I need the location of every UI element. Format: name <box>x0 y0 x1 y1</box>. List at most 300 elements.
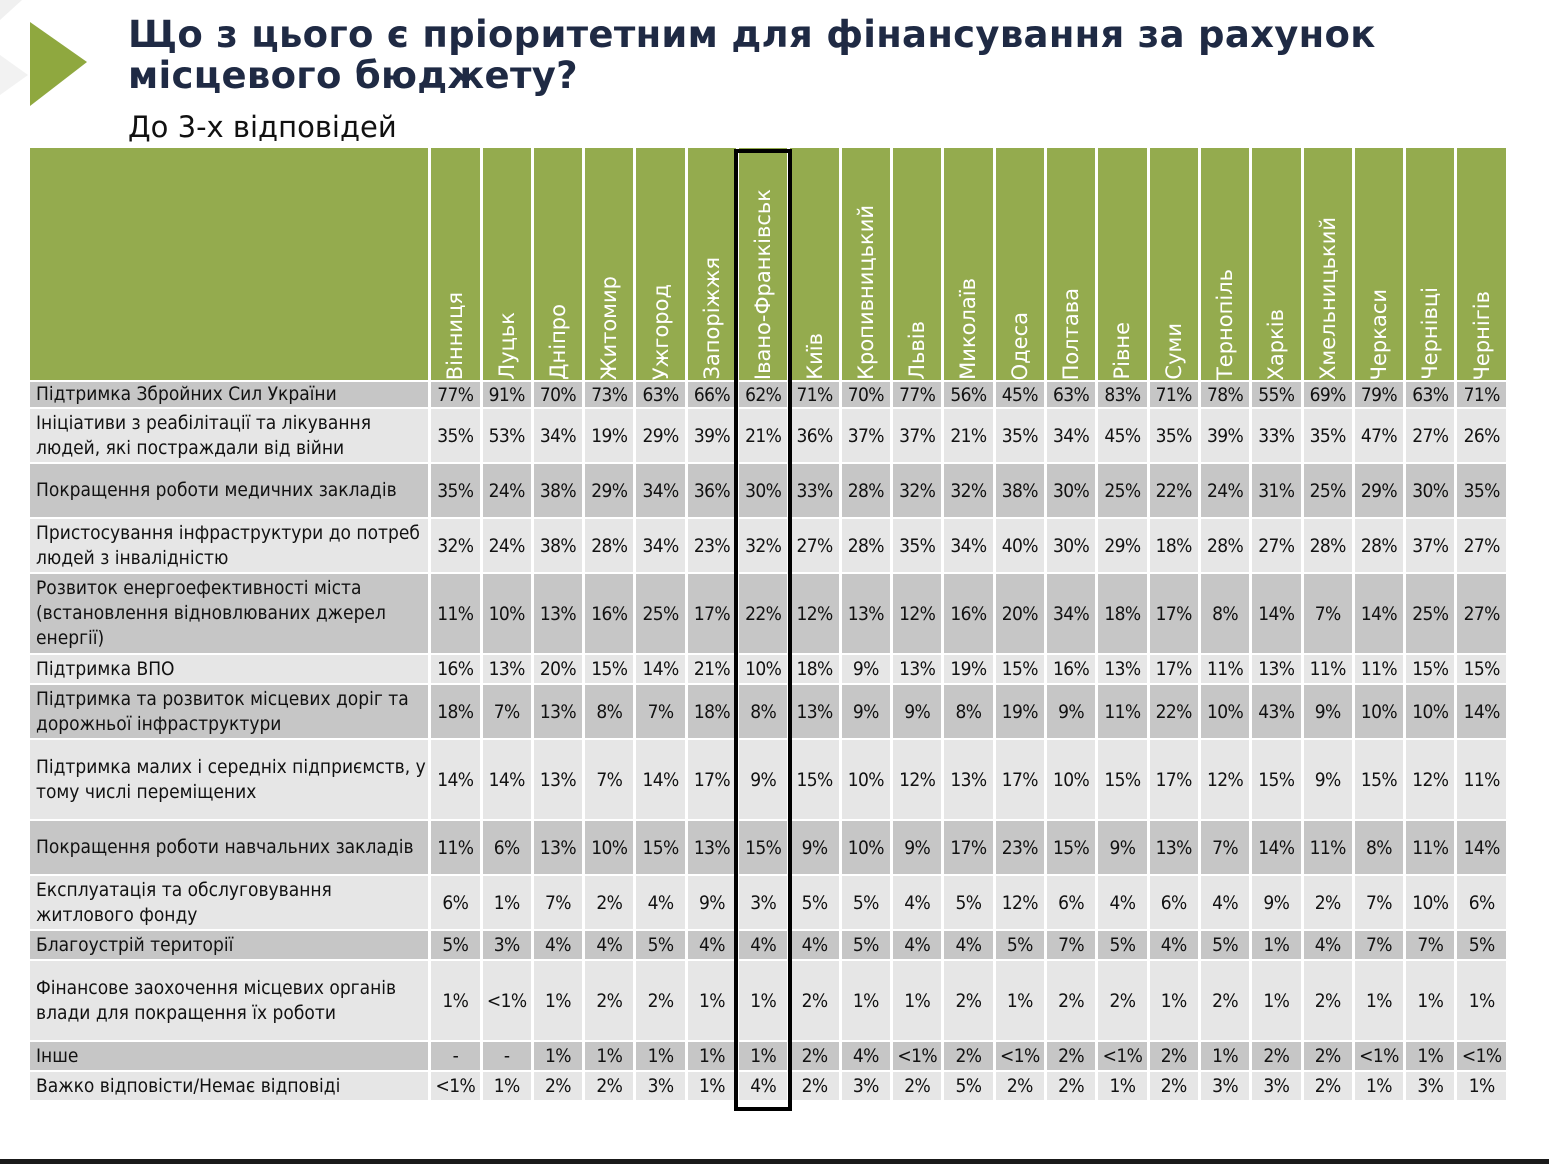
value-cell: 13% <box>688 821 736 874</box>
value-cell: 13% <box>1098 655 1146 683</box>
value-cell: 13% <box>944 740 992 819</box>
table-row <box>30 409 1506 462</box>
value-cell: 1% <box>688 1042 736 1070</box>
value-cell: 12% <box>893 740 941 819</box>
row-label: Розвиток енергоефективності міста (встановлення відновлюваних джерел енергії) <box>30 574 428 653</box>
value-cell: 7% <box>1355 931 1403 959</box>
value-cell: 9% <box>790 821 838 874</box>
value-cell: 12% <box>893 574 941 653</box>
value-cell: 27% <box>790 519 838 572</box>
value-cell: 11% <box>1457 740 1506 819</box>
value-cell: 73% <box>585 382 633 407</box>
value-cell: 20% <box>996 574 1044 653</box>
value-cell: 31% <box>1252 464 1300 517</box>
value-cell: 2% <box>585 961 633 1040</box>
value-cell: 77% <box>893 382 941 407</box>
value-cell: 13% <box>483 655 531 683</box>
value-cell: 1% <box>1252 961 1300 1040</box>
value-cell: 14% <box>431 740 479 819</box>
value-cell: 28% <box>842 519 890 572</box>
value-cell: 1% <box>1150 961 1198 1040</box>
value-cell: 10% <box>739 655 787 683</box>
value-cell: 13% <box>842 574 890 653</box>
value-cell: 8% <box>1201 574 1249 653</box>
column-header-label: Чернігів <box>1469 290 1494 380</box>
value-cell: 2% <box>1304 1042 1352 1070</box>
value-cell: 7% <box>1201 821 1249 874</box>
column-header <box>1355 148 1403 380</box>
value-cell: 10% <box>483 574 531 653</box>
value-cell: 12% <box>1201 740 1249 819</box>
value-cell: 6% <box>1047 876 1095 929</box>
value-cell: 55% <box>1252 382 1300 407</box>
table-header-corner <box>30 148 428 380</box>
value-cell: <1% <box>893 1042 941 1070</box>
value-cell: 15% <box>585 655 633 683</box>
value-cell: 4% <box>636 876 684 929</box>
value-cell: 1% <box>1457 961 1506 1040</box>
value-cell: 11% <box>1304 655 1352 683</box>
value-cell: 9% <box>893 821 941 874</box>
row-label: Благоустрій території <box>30 931 428 959</box>
play-arrow-logo-icon <box>0 0 95 115</box>
value-cell: <1% <box>483 961 531 1040</box>
value-cell: 4% <box>893 931 941 959</box>
value-cell: 1% <box>534 1042 582 1070</box>
column-header <box>1304 148 1352 380</box>
value-cell: 2% <box>1150 1042 1198 1070</box>
value-cell: 1% <box>996 961 1044 1040</box>
value-cell: 1% <box>431 961 479 1040</box>
table-row <box>30 740 1506 819</box>
row-label: Підтримка Збройних Сил України <box>30 382 428 407</box>
value-cell: 18% <box>790 655 838 683</box>
table-row <box>30 821 1506 874</box>
column-header <box>1201 148 1249 380</box>
table-row <box>30 1042 1506 1070</box>
value-cell: 9% <box>688 876 736 929</box>
value-cell: 35% <box>893 519 941 572</box>
value-cell: 4% <box>842 1042 890 1070</box>
value-cell: 14% <box>1355 574 1403 653</box>
value-cell: 21% <box>944 409 992 462</box>
value-cell: 17% <box>944 821 992 874</box>
value-cell: 4% <box>944 931 992 959</box>
column-header <box>585 148 633 380</box>
value-cell: 36% <box>790 409 838 462</box>
column-header-label: Вінниця <box>443 291 468 380</box>
value-cell: 10% <box>585 821 633 874</box>
value-cell: 14% <box>1252 821 1300 874</box>
row-label: Пристосування інфраструктури до потреб людей з інвалідністю <box>30 519 428 572</box>
value-cell: 56% <box>944 382 992 407</box>
value-cell: 39% <box>1201 409 1249 462</box>
column-header <box>996 148 1044 380</box>
value-cell: 22% <box>1150 685 1198 738</box>
value-cell: 77% <box>431 382 479 407</box>
value-cell: 33% <box>790 464 838 517</box>
value-cell: 7% <box>1304 574 1352 653</box>
table-header-row <box>30 148 1506 380</box>
value-cell: 32% <box>431 519 479 572</box>
value-cell: 10% <box>1406 685 1454 738</box>
value-cell: 12% <box>790 574 838 653</box>
value-cell: 28% <box>585 519 633 572</box>
column-header <box>1457 148 1506 380</box>
value-cell: 1% <box>688 961 736 1040</box>
table-row <box>30 655 1506 683</box>
value-cell: 30% <box>1047 464 1095 517</box>
value-cell: 25% <box>1304 464 1352 517</box>
value-cell: 8% <box>585 685 633 738</box>
column-header-label: Київ <box>802 333 827 380</box>
value-cell: 9% <box>1098 821 1146 874</box>
value-cell: 9% <box>1304 685 1352 738</box>
value-cell: 25% <box>1098 464 1146 517</box>
value-cell: 13% <box>534 821 582 874</box>
column-header-label: Хмельницький <box>1315 217 1340 380</box>
value-cell: 18% <box>688 685 736 738</box>
value-cell: 16% <box>431 655 479 683</box>
value-cell: 17% <box>1150 574 1198 653</box>
value-cell: 36% <box>688 464 736 517</box>
value-cell: 2% <box>944 961 992 1040</box>
value-cell: 11% <box>1304 821 1352 874</box>
value-cell: 24% <box>1201 464 1249 517</box>
value-cell: 70% <box>534 382 582 407</box>
column-header <box>1406 148 1454 380</box>
priority-table <box>27 146 1509 1102</box>
value-cell: 33% <box>1252 409 1300 462</box>
value-cell: 29% <box>585 464 633 517</box>
row-label: Експлуатація та обслуговування житлового фонду <box>30 876 428 929</box>
value-cell: 28% <box>1201 519 1249 572</box>
value-cell: 17% <box>996 740 1044 819</box>
value-cell: 2% <box>996 1072 1044 1100</box>
column-header-label: Тернопіль <box>1213 268 1238 380</box>
value-cell: 2% <box>585 1072 633 1100</box>
value-cell: 1% <box>1098 1072 1146 1100</box>
column-header-label: Рівне <box>1110 322 1135 380</box>
value-cell: 45% <box>996 382 1044 407</box>
row-label: Підтримка малих і середніх підприємств, у тому числі переміщених <box>30 740 428 819</box>
column-header-label: Полтава <box>1059 287 1084 380</box>
value-cell: 18% <box>431 685 479 738</box>
value-cell: 27% <box>1457 574 1506 653</box>
value-cell: 15% <box>739 821 787 874</box>
value-cell: 10% <box>1355 685 1403 738</box>
value-cell: 24% <box>483 464 531 517</box>
column-header-label: Харків <box>1264 308 1289 380</box>
value-cell: 2% <box>1047 961 1095 1040</box>
value-cell: 19% <box>996 685 1044 738</box>
value-cell: 28% <box>1304 519 1352 572</box>
row-label: Підтримка та розвиток місцевих доріг та дорожньої інфраструктури <box>30 685 428 738</box>
value-cell: 91% <box>483 382 531 407</box>
value-cell: 11% <box>431 574 479 653</box>
value-cell: 5% <box>1201 931 1249 959</box>
value-cell: 8% <box>739 685 787 738</box>
value-cell: 17% <box>688 740 736 819</box>
value-cell: 1% <box>1406 961 1454 1040</box>
value-cell: 37% <box>842 409 890 462</box>
column-header-label: Черкаси <box>1366 288 1391 380</box>
value-cell: 1% <box>1252 931 1300 959</box>
table-row <box>30 931 1506 959</box>
column-header-label: Запоріжжя <box>699 257 724 380</box>
value-cell: 4% <box>739 1072 787 1100</box>
value-cell: 2% <box>1150 1072 1198 1100</box>
value-cell: 6% <box>483 821 531 874</box>
value-cell: 27% <box>1406 409 1454 462</box>
row-label: Покращення роботи навчальних закладів <box>30 821 428 874</box>
value-cell: 1% <box>534 961 582 1040</box>
row-label: Покращення роботи медичних закладів <box>30 464 428 517</box>
value-cell: 15% <box>1457 655 1506 683</box>
value-cell: 4% <box>1098 876 1146 929</box>
value-cell: 12% <box>996 876 1044 929</box>
value-cell: 38% <box>996 464 1044 517</box>
value-cell: <1% <box>1457 1042 1506 1070</box>
column-header <box>739 148 787 380</box>
value-cell: 1% <box>1355 1072 1403 1100</box>
value-cell: 5% <box>431 931 479 959</box>
page-subtitle: До 3-х відповідей <box>128 110 397 144</box>
column-header <box>688 148 736 380</box>
value-cell: 2% <box>893 1072 941 1100</box>
value-cell: 1% <box>585 1042 633 1070</box>
value-cell: 15% <box>1098 740 1146 819</box>
value-cell: 23% <box>996 821 1044 874</box>
column-header <box>1047 148 1095 380</box>
value-cell: 10% <box>1406 876 1454 929</box>
value-cell: 78% <box>1201 382 1249 407</box>
value-cell: 14% <box>1457 685 1506 738</box>
value-cell: 9% <box>1047 685 1095 738</box>
value-cell: 1% <box>1406 1042 1454 1070</box>
value-cell: 18% <box>1150 519 1198 572</box>
value-cell: 9% <box>842 685 890 738</box>
value-cell: 26% <box>1457 409 1506 462</box>
value-cell: 34% <box>944 519 992 572</box>
value-cell: 11% <box>1355 655 1403 683</box>
value-cell: 1% <box>739 961 787 1040</box>
column-header <box>1252 148 1300 380</box>
value-cell: 20% <box>534 655 582 683</box>
value-cell: 35% <box>996 409 1044 462</box>
value-cell: 47% <box>1355 409 1403 462</box>
value-cell: 2% <box>1252 1042 1300 1070</box>
value-cell: 17% <box>1150 655 1198 683</box>
value-cell: 5% <box>1457 931 1506 959</box>
value-cell: 34% <box>636 519 684 572</box>
value-cell: 11% <box>1406 821 1454 874</box>
value-cell: 35% <box>1150 409 1198 462</box>
value-cell: <1% <box>996 1042 1044 1070</box>
value-cell: 5% <box>1098 931 1146 959</box>
column-header-label: Кропивницький <box>853 205 878 380</box>
value-cell: 5% <box>944 1072 992 1100</box>
column-header <box>893 148 941 380</box>
value-cell: 30% <box>1047 519 1095 572</box>
value-cell: 79% <box>1355 382 1403 407</box>
value-cell: 1% <box>636 1042 684 1070</box>
value-cell: 1% <box>842 961 890 1040</box>
value-cell: 8% <box>944 685 992 738</box>
value-cell: 3% <box>1252 1072 1300 1100</box>
value-cell: 25% <box>1406 574 1454 653</box>
value-cell: 2% <box>1047 1072 1095 1100</box>
value-cell: 4% <box>1150 931 1198 959</box>
value-cell: 2% <box>790 1042 838 1070</box>
value-cell: 14% <box>1457 821 1506 874</box>
value-cell: 15% <box>790 740 838 819</box>
value-cell: 32% <box>893 464 941 517</box>
value-cell: 83% <box>1098 382 1146 407</box>
value-cell: 10% <box>1201 685 1249 738</box>
value-cell: 13% <box>534 574 582 653</box>
value-cell: 2% <box>1304 961 1352 1040</box>
value-cell: 11% <box>431 821 479 874</box>
value-cell: 7% <box>1406 931 1454 959</box>
value-cell: 13% <box>534 685 582 738</box>
value-cell: <1% <box>431 1072 479 1100</box>
column-header-label: Ужгород <box>648 283 673 380</box>
table-row <box>30 464 1506 517</box>
column-header <box>1098 148 1146 380</box>
table-row <box>30 876 1506 929</box>
value-cell: 24% <box>483 519 531 572</box>
value-cell: 15% <box>996 655 1044 683</box>
value-cell: 7% <box>585 740 633 819</box>
value-cell: 2% <box>790 961 838 1040</box>
table-row <box>30 685 1506 738</box>
value-cell: 28% <box>1355 519 1403 572</box>
value-cell: 43% <box>1252 685 1300 738</box>
value-cell: 28% <box>842 464 890 517</box>
value-cell: 35% <box>1457 464 1506 517</box>
column-header-label: Суми <box>1161 323 1186 380</box>
value-cell: 8% <box>1355 821 1403 874</box>
value-cell: 63% <box>636 382 684 407</box>
value-cell: 3% <box>842 1072 890 1100</box>
value-cell: <1% <box>1098 1042 1146 1070</box>
value-cell: 13% <box>1150 821 1198 874</box>
value-cell: 5% <box>996 931 1044 959</box>
value-cell: 21% <box>688 655 736 683</box>
value-cell: 62% <box>739 382 787 407</box>
value-cell: 4% <box>534 931 582 959</box>
value-cell: 14% <box>636 655 684 683</box>
row-label: Фінансове заохочення місцевих органів влади для покращення їх роботи <box>30 961 428 1040</box>
value-cell: 17% <box>1150 740 1198 819</box>
bottom-divider <box>0 1159 1549 1164</box>
value-cell: 3% <box>1201 1072 1249 1100</box>
value-cell: 34% <box>534 409 582 462</box>
value-cell: 40% <box>996 519 1044 572</box>
value-cell: 27% <box>1252 519 1300 572</box>
value-cell: 6% <box>1150 876 1198 929</box>
value-cell: 2% <box>1304 1072 1352 1100</box>
value-cell: 16% <box>944 574 992 653</box>
table-row <box>30 1072 1506 1100</box>
value-cell: 1% <box>1355 961 1403 1040</box>
column-header <box>842 148 890 380</box>
value-cell: 7% <box>1047 931 1095 959</box>
value-cell: 2% <box>1201 961 1249 1040</box>
column-header-label: Одеса <box>1007 311 1032 380</box>
value-cell: 27% <box>1457 519 1506 572</box>
value-cell: 9% <box>842 655 890 683</box>
value-cell: 11% <box>1098 685 1146 738</box>
value-cell: 13% <box>534 740 582 819</box>
value-cell: 4% <box>585 931 633 959</box>
column-header <box>534 148 582 380</box>
value-cell: 2% <box>585 876 633 929</box>
value-cell: 70% <box>842 382 890 407</box>
page-title: Що з цього є пріоритетним для фінансування за рахунок місцевого бюджету? <box>128 13 1376 97</box>
value-cell: 35% <box>431 464 479 517</box>
value-cell: 18% <box>1098 574 1146 653</box>
value-cell: 23% <box>688 519 736 572</box>
column-header-label: Миколаїв <box>956 278 981 380</box>
value-cell: 13% <box>1252 655 1300 683</box>
value-cell: 71% <box>1457 382 1506 407</box>
value-cell: 3% <box>483 931 531 959</box>
value-cell: 34% <box>636 464 684 517</box>
value-cell: 1% <box>1201 1042 1249 1070</box>
value-cell: 53% <box>483 409 531 462</box>
value-cell: 10% <box>842 821 890 874</box>
value-cell: 4% <box>1304 931 1352 959</box>
column-header-label: Житомир <box>597 275 622 380</box>
row-label: Ініціативи з реабілітації та лікування людей, які постраждали від війни <box>30 409 428 462</box>
row-label: Підтримка ВПО <box>30 655 428 683</box>
value-cell: 19% <box>944 655 992 683</box>
column-header-label: Дніпро <box>545 304 570 380</box>
table-row <box>30 961 1506 1040</box>
value-cell: 9% <box>739 740 787 819</box>
value-cell: 7% <box>483 685 531 738</box>
value-cell: 39% <box>688 409 736 462</box>
value-cell: 71% <box>790 382 838 407</box>
value-cell: 9% <box>1304 740 1352 819</box>
value-cell: 4% <box>739 931 787 959</box>
value-cell: 32% <box>944 464 992 517</box>
value-cell: 37% <box>893 409 941 462</box>
value-cell: 19% <box>585 409 633 462</box>
value-cell: 7% <box>1355 876 1403 929</box>
value-cell: 2% <box>636 961 684 1040</box>
value-cell: 29% <box>1098 519 1146 572</box>
column-header-label: Львів <box>905 321 930 380</box>
table-row <box>30 519 1506 572</box>
value-cell: - <box>431 1042 479 1070</box>
value-cell: 45% <box>1098 409 1146 462</box>
value-cell: 15% <box>1406 655 1454 683</box>
value-cell: 15% <box>636 821 684 874</box>
value-cell: 16% <box>1047 655 1095 683</box>
value-cell: 5% <box>842 876 890 929</box>
value-cell: 5% <box>636 931 684 959</box>
value-cell: 4% <box>1201 876 1249 929</box>
value-cell: 29% <box>636 409 684 462</box>
value-cell: 1% <box>688 1072 736 1100</box>
value-cell: 14% <box>483 740 531 819</box>
value-cell: 1% <box>483 1072 531 1100</box>
value-cell: 7% <box>534 876 582 929</box>
value-cell: 6% <box>431 876 479 929</box>
